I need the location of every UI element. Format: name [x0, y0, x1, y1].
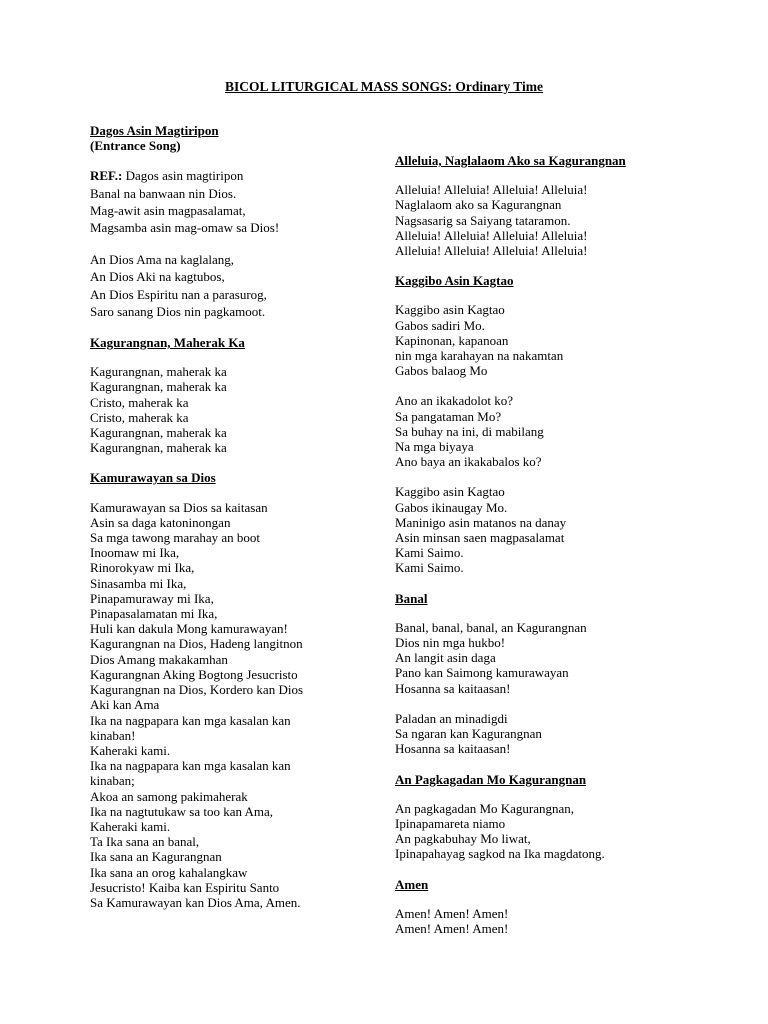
lyric-line: Sa pangataman Mo? — [395, 408, 502, 424]
refrain-line-text: Dagos asin magtiripon — [122, 168, 244, 184]
verse-stanza — [90, 251, 380, 320]
lyric-line: Cristo, maherak ka — [90, 409, 189, 425]
lyric-line: Na mga biyaya — [395, 439, 474, 455]
song-title-alleluia: Alleluia, Naglalaom Ako sa Kagurangnan — [395, 153, 626, 168]
offertory-stanza-2 — [395, 393, 695, 469]
lyric-line: Amen! Amen! Amen! — [395, 920, 509, 936]
song-kyrie — [90, 335, 380, 455]
lyric-line: Pano kan Saimong kamurawayan — [395, 665, 569, 681]
lyric-line: Gabos sadiri Mo. — [395, 317, 485, 333]
sanctus-stanza-2 — [395, 711, 695, 757]
lyric-line: Kaggibo asin Kagtao — [395, 484, 505, 500]
page-title: BICOL LITURGICAL MASS SONGS: Ordinary Time — [225, 79, 543, 94]
song-title-entrance: Dagos Asin Magtiripon — [90, 123, 219, 138]
song-title-gloria: Kamurawayan sa Dios — [90, 470, 216, 486]
lyric-line: An langit asin daga — [395, 650, 496, 666]
verse-line: An Dios Aki na kagtubos, — [90, 269, 225, 285]
song-amen — [395, 877, 695, 937]
verse-line: An Dios Ama na kaglalang, — [90, 252, 235, 268]
lyric-line: Gabos balaog Mo — [395, 363, 488, 379]
lyric-line: Nagsasarig sa Saiyang tataramon. — [395, 212, 571, 228]
song-title-amen: Amen — [395, 876, 429, 892]
song-subtitle-entrance: (Entrance Song) — [90, 138, 181, 154]
lyric-line: Asin minsan saen magpasalamat — [395, 530, 565, 546]
lyric-line: Naglalaom ako sa Kagurangnan — [395, 197, 562, 213]
lyric-line: Sa Kamurawayan kan Dios Ama, Amen. — [90, 894, 301, 910]
song-sanctus — [395, 591, 695, 757]
lyric-line: Kapinonan, kapanoan — [395, 332, 509, 348]
lyric-line: Sa mga tawong marahay an boot — [90, 530, 261, 546]
lyric-line: Ika na nagtutukaw sa too kan Ama, — [90, 803, 274, 819]
lyric-line: Kagurangnan na Dios, Kordero kan Dios — [90, 682, 304, 698]
lyric-line: Jesucristo! Kaiba kan Espiritu Santo — [90, 879, 280, 895]
lyric-line: Ika sana an Kagurangnan — [90, 849, 222, 865]
lyric-line: Asin sa daga katoninongan — [90, 514, 231, 530]
verse-line: An Dios Espiritu nan a parasurog, — [90, 286, 267, 302]
lyric-line: Ipinapamareta niamo — [395, 815, 506, 831]
lyric-line: Kaggibo asin Kagtao — [395, 302, 505, 318]
lyric-line: Inoomaw mi Ika, — [90, 545, 180, 561]
lyric-line: Maninigo asin matanos na danay — [395, 514, 567, 530]
lyric-line: An pagkabuhay Mo liwat, — [395, 831, 531, 847]
lyric-line: Cristo, maherak ka — [90, 394, 189, 410]
song-gloria — [90, 470, 380, 910]
lyric-line: Sinasamba mi Ika, — [90, 575, 187, 591]
alleluia-stanza — [395, 182, 695, 258]
kyrie-stanza — [90, 364, 380, 455]
lyric-line: Kagurangnan Aking Bogtong Jesucristo — [90, 666, 298, 682]
lyric-line: Rinorokyaw mi Ika, — [90, 560, 195, 576]
lyric-line: kinaban; — [90, 773, 135, 789]
lyric-line: Kagurangnan, maherak ka — [90, 364, 227, 380]
lyric-line: Kaheraki kami. — [90, 742, 171, 758]
song-entrance — [90, 123, 380, 320]
lyric-line: Ano baya an ikakabalos ko? — [395, 454, 542, 470]
right-column — [395, 153, 695, 951]
song-acclamation — [395, 772, 695, 862]
song-title-sanctus: Banal — [395, 590, 428, 606]
lyric-line: An pagkagadan Mo Kagurangnan, — [395, 800, 575, 816]
lyric-line: Kagurangnan, maherak ka — [90, 379, 227, 395]
lyric-line: kinaban! — [90, 727, 136, 743]
offertory-stanza-3 — [395, 484, 695, 575]
lyric-line: Alleluia! Alleluia! Alleluia! Alleluia! — [395, 182, 588, 198]
lyric-line: Kami Saimo. — [395, 560, 464, 576]
acclamation-stanza — [395, 801, 695, 862]
lyric-line: Dios Amang makakamhan — [90, 651, 228, 667]
refrain-line: Banal na banwaan nin Dios. — [90, 185, 237, 201]
refrain-line: Magsamba asin mag-omaw sa Dios! — [90, 220, 280, 236]
song-alleluia — [395, 153, 695, 258]
lyric-line: Pinapasalamatan mi Ika, — [90, 606, 218, 622]
song-title-offertory: Kaggibo Asin Kagtao — [395, 273, 514, 289]
lyric-line: Kamurawayan sa Dios sa kaitasan — [90, 499, 268, 515]
lyric-line: Kagurangnan, maherak ka — [90, 440, 227, 456]
lyric-line: Ika na nagpapara kan mga kasalan kan — [90, 712, 291, 728]
lyric-line: Pinapamuraway mi Ika, — [90, 590, 214, 606]
lyric-line: Hosanna sa kaitaasan! — [395, 741, 511, 757]
lyric-line: Hosanna sa kaitaasan! — [395, 680, 511, 696]
lyric-line: Ta Ika sana an banal, — [90, 834, 200, 850]
refrain-first-line — [90, 167, 380, 184]
lyric-line: Ika na nagpapara kan mga kasalan kan — [90, 758, 291, 774]
lyric-line: Kagurangnan, maherak ka — [90, 425, 227, 441]
lyric-line: Banal, banal, banal, an Kagurangnan — [395, 619, 587, 635]
sanctus-stanza-1 — [395, 620, 695, 696]
lyric-line: Alleluia! Alleluia! Alleluia! Alleluia! — [395, 243, 588, 259]
lyric-line: Ano an ikakadolot ko? — [395, 393, 514, 409]
lyric-line: nin mga karahayan na nakamtan — [395, 348, 564, 364]
lyric-line: Amen! Amen! Amen! — [395, 905, 509, 921]
lyric-line: Kagurangnan na Dios, Hadeng langitnon — [90, 636, 303, 652]
amen-stanza — [395, 906, 695, 936]
song-title-kyrie: Kagurangnan, Maherak Ka — [90, 335, 245, 351]
verse-line: Saro sanang Dios nin pagkamoot. — [90, 303, 266, 319]
lyric-line: Aki kan Ama — [90, 697, 160, 713]
gloria-stanza — [90, 500, 380, 910]
lyric-line: Huli kan dakula Mong kamurawayan! — [90, 621, 288, 637]
refrain-stanza — [90, 167, 380, 236]
lyric-line: Ika sana an orog kahalangkaw — [90, 864, 248, 880]
lyric-line: Kaheraki kami. — [90, 818, 171, 834]
lyric-line: Sa buhay na ini, di mabilang — [395, 423, 544, 439]
lyric-line: Gabos ikinaugay Mo. — [395, 499, 508, 515]
offertory-stanza-1 — [395, 302, 695, 378]
lyric-line: Paladan an minadigdi — [395, 710, 508, 726]
lyric-line: Sa ngaran kan Kagurangnan — [395, 726, 542, 742]
lyric-line: Dios nin mga hukbo! — [395, 635, 506, 651]
song-title-acclamation: An Pagkagadan Mo Kagurangnan — [395, 771, 587, 787]
lyric-line: Ipinapahayag sagkod na Ika magdatong. — [395, 846, 605, 862]
refrain-line: Mag-awit asin magpasalamat, — [90, 202, 246, 218]
lyric-line: Kami Saimo. — [395, 545, 464, 561]
refrain-label: REF.: — [90, 168, 123, 184]
lyric-line: Alleluia! Alleluia! Alleluia! Alleluia! — [395, 227, 588, 243]
lyric-line: Akoa an samong pakimaherak — [90, 788, 248, 804]
left-column — [90, 123, 380, 925]
song-offertory — [395, 273, 695, 575]
